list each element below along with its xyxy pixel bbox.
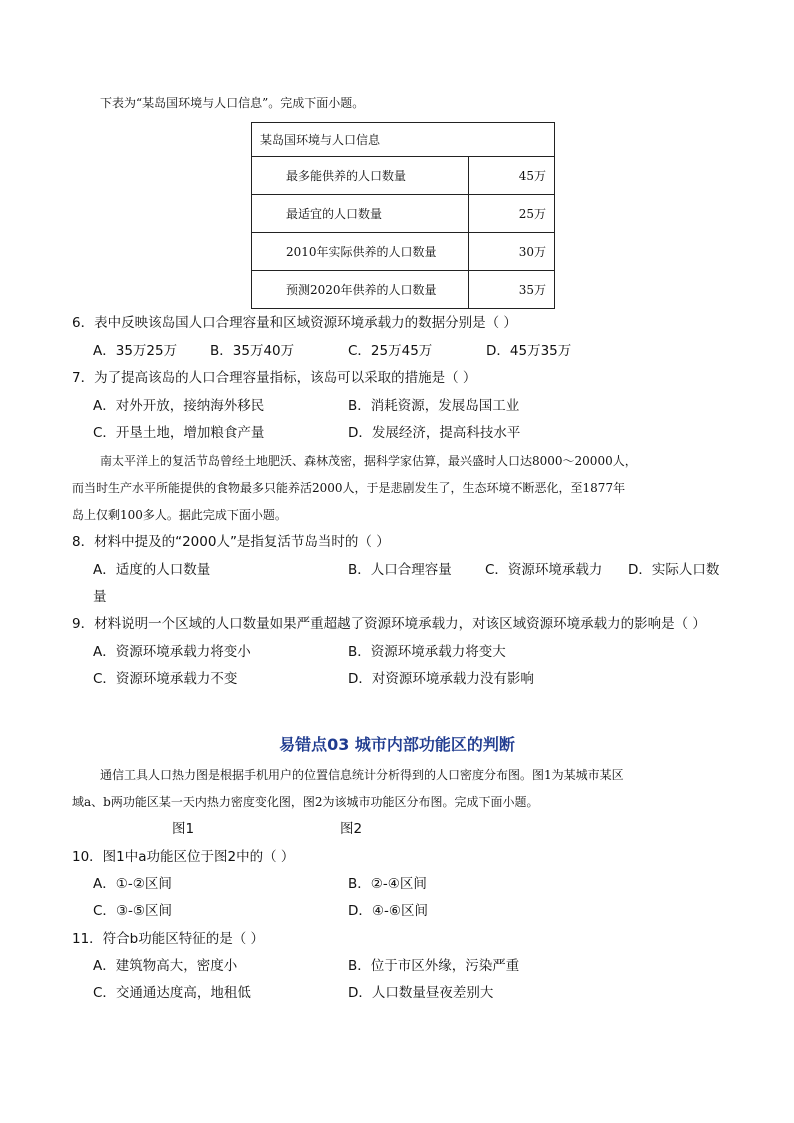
- table-row: [252, 271, 555, 309]
- table-cell-value: 35万: [469, 271, 555, 309]
- section-title: 易错点03 城市内部功能区的判断: [279, 735, 515, 754]
- table-cell-label: 最适宜的人口数量: [252, 195, 469, 233]
- material-line-1: 南太平洋上的复活节岛曾经土地肥沃、森林茂密，据科学家估算，最兴盛时人口达8000～20000人，: [100, 454, 637, 468]
- intro-text-1: 下表为“某岛国环境与人口信息”。完成下面小题。: [100, 96, 365, 110]
- question-9-option-b: B．资源环境承载力将变大: [348, 644, 506, 660]
- question-9-option-d: D．对资源环境承载力没有影响: [348, 671, 534, 687]
- question-6-option-a: A．35万25万: [93, 343, 178, 359]
- material-line-3: 岛上仅剩100多人。据此完成下面小题。: [72, 508, 287, 522]
- island-info-table: [251, 122, 555, 309]
- option-letter: B．: [348, 876, 371, 892]
- question-9-option-a: A．资源环境承载力将变小: [93, 644, 251, 660]
- question-7-option-b: B．消耗资源，发展岛国工业: [348, 398, 520, 414]
- figure-2-caption: 图2: [340, 821, 363, 837]
- question-10-stem: 10．图1中a功能区位于图2中的（ ）: [72, 849, 295, 865]
- table-cell-value: 45万: [469, 157, 555, 195]
- question-7-option-d: D．发展经济，提高科技水平: [348, 425, 521, 441]
- option-range: ④-⑥: [371, 903, 401, 919]
- question-6-stem: 6．表中反映该岛国人口合理容量和区域资源环境承载力的数据分别是（ ）: [72, 315, 517, 331]
- question-7-option-a: A．对外开放，接纳海外移民: [93, 398, 265, 414]
- option-suffix: 区间: [145, 903, 173, 919]
- option-suffix: 区间: [400, 903, 428, 919]
- table-row: [252, 233, 555, 271]
- material-line-2: 而当时生产水平所能提供的食物最多只能养活2000人，于是悲剧发生了，生态环境不断恶化，至1877年: [72, 481, 626, 495]
- table-cell-value: 30万: [469, 233, 555, 271]
- intro-text-2-line-1: 通信工具人口热力图是根据手机用户的位置信息统计分析得到的人口密度分布图。图1为某城市某区: [100, 768, 624, 782]
- question-10-option-b: [348, 875, 427, 893]
- question-6-option-b: B．35万40万: [210, 343, 295, 359]
- option-letter: A．: [93, 876, 116, 892]
- question-7-option-c: C．开垦土地，增加粮食产量: [93, 425, 265, 441]
- question-8-option-c: C．资源环境承载力: [485, 562, 603, 578]
- question-6-option-d: D．45万35万: [486, 343, 572, 359]
- question-8-option-a: A．适度的人口数量: [93, 562, 211, 578]
- question-11-option-c: C．交通通达度高，地租低: [93, 985, 251, 1001]
- table-title: 某岛国环境与人口信息: [252, 123, 555, 157]
- question-9-option-c: C．资源环境承载力不变: [93, 671, 238, 687]
- intro-text-2-line-2: 域a、b两功能区某一天内热力密度变化图，图2为该城市功能区分布图。完成下面小题。: [72, 795, 539, 809]
- question-11-option-a: A．建筑物高大，密度小: [93, 958, 238, 974]
- option-letter: D．: [348, 903, 372, 919]
- question-11-option-d: D．人口数量昼夜差别大: [348, 985, 494, 1001]
- question-11-option-b: B．位于市区外缘，污染严重: [348, 958, 520, 974]
- table-cell-value: 25万: [469, 195, 555, 233]
- question-8-stem: 8．材料中提及的“2000人”是指复活节岛当时的（ ）: [72, 534, 390, 550]
- question-9-stem: 9．材料说明一个区域的人口数量如果严重超越了资源环境承载力，对该区域资源环境承载力的影响是（ ）: [72, 616, 706, 632]
- question-6-option-c: C．25万45万: [348, 343, 433, 359]
- option-suffix: 区间: [399, 876, 427, 892]
- question-10-option-d: [348, 902, 428, 920]
- option-letter: C．: [93, 903, 116, 919]
- option-range: ①-②: [115, 876, 145, 892]
- question-10-option-c: [93, 902, 172, 920]
- question-8-option-d-continued: 量: [93, 589, 107, 605]
- figure-1-caption: 图1: [172, 821, 195, 837]
- table-row: [252, 195, 555, 233]
- question-8-option-d: D．实际人口数: [628, 562, 720, 578]
- table-cell-label: 预测2020年供养的人口数量: [252, 271, 469, 309]
- option-range: ③-⑤: [115, 903, 146, 919]
- table-cell-label: 最多能供养的人口数量: [252, 157, 469, 195]
- question-11-stem: 11．符合b功能区特征的是（ ）: [72, 931, 265, 947]
- option-range: ②-④: [370, 876, 400, 892]
- question-10-option-a: [93, 875, 172, 893]
- question-8-option-b: B．人口合理容量: [348, 562, 452, 578]
- question-7-stem: 7．为了提高该岛的人口合理容量指标，该岛可以采取的措施是（ ）: [72, 370, 477, 386]
- table-row: [252, 157, 555, 195]
- table-row: [252, 123, 555, 157]
- table-cell-label: 2010年实际供养的人口数量: [252, 233, 469, 271]
- option-suffix: 区间: [144, 876, 172, 892]
